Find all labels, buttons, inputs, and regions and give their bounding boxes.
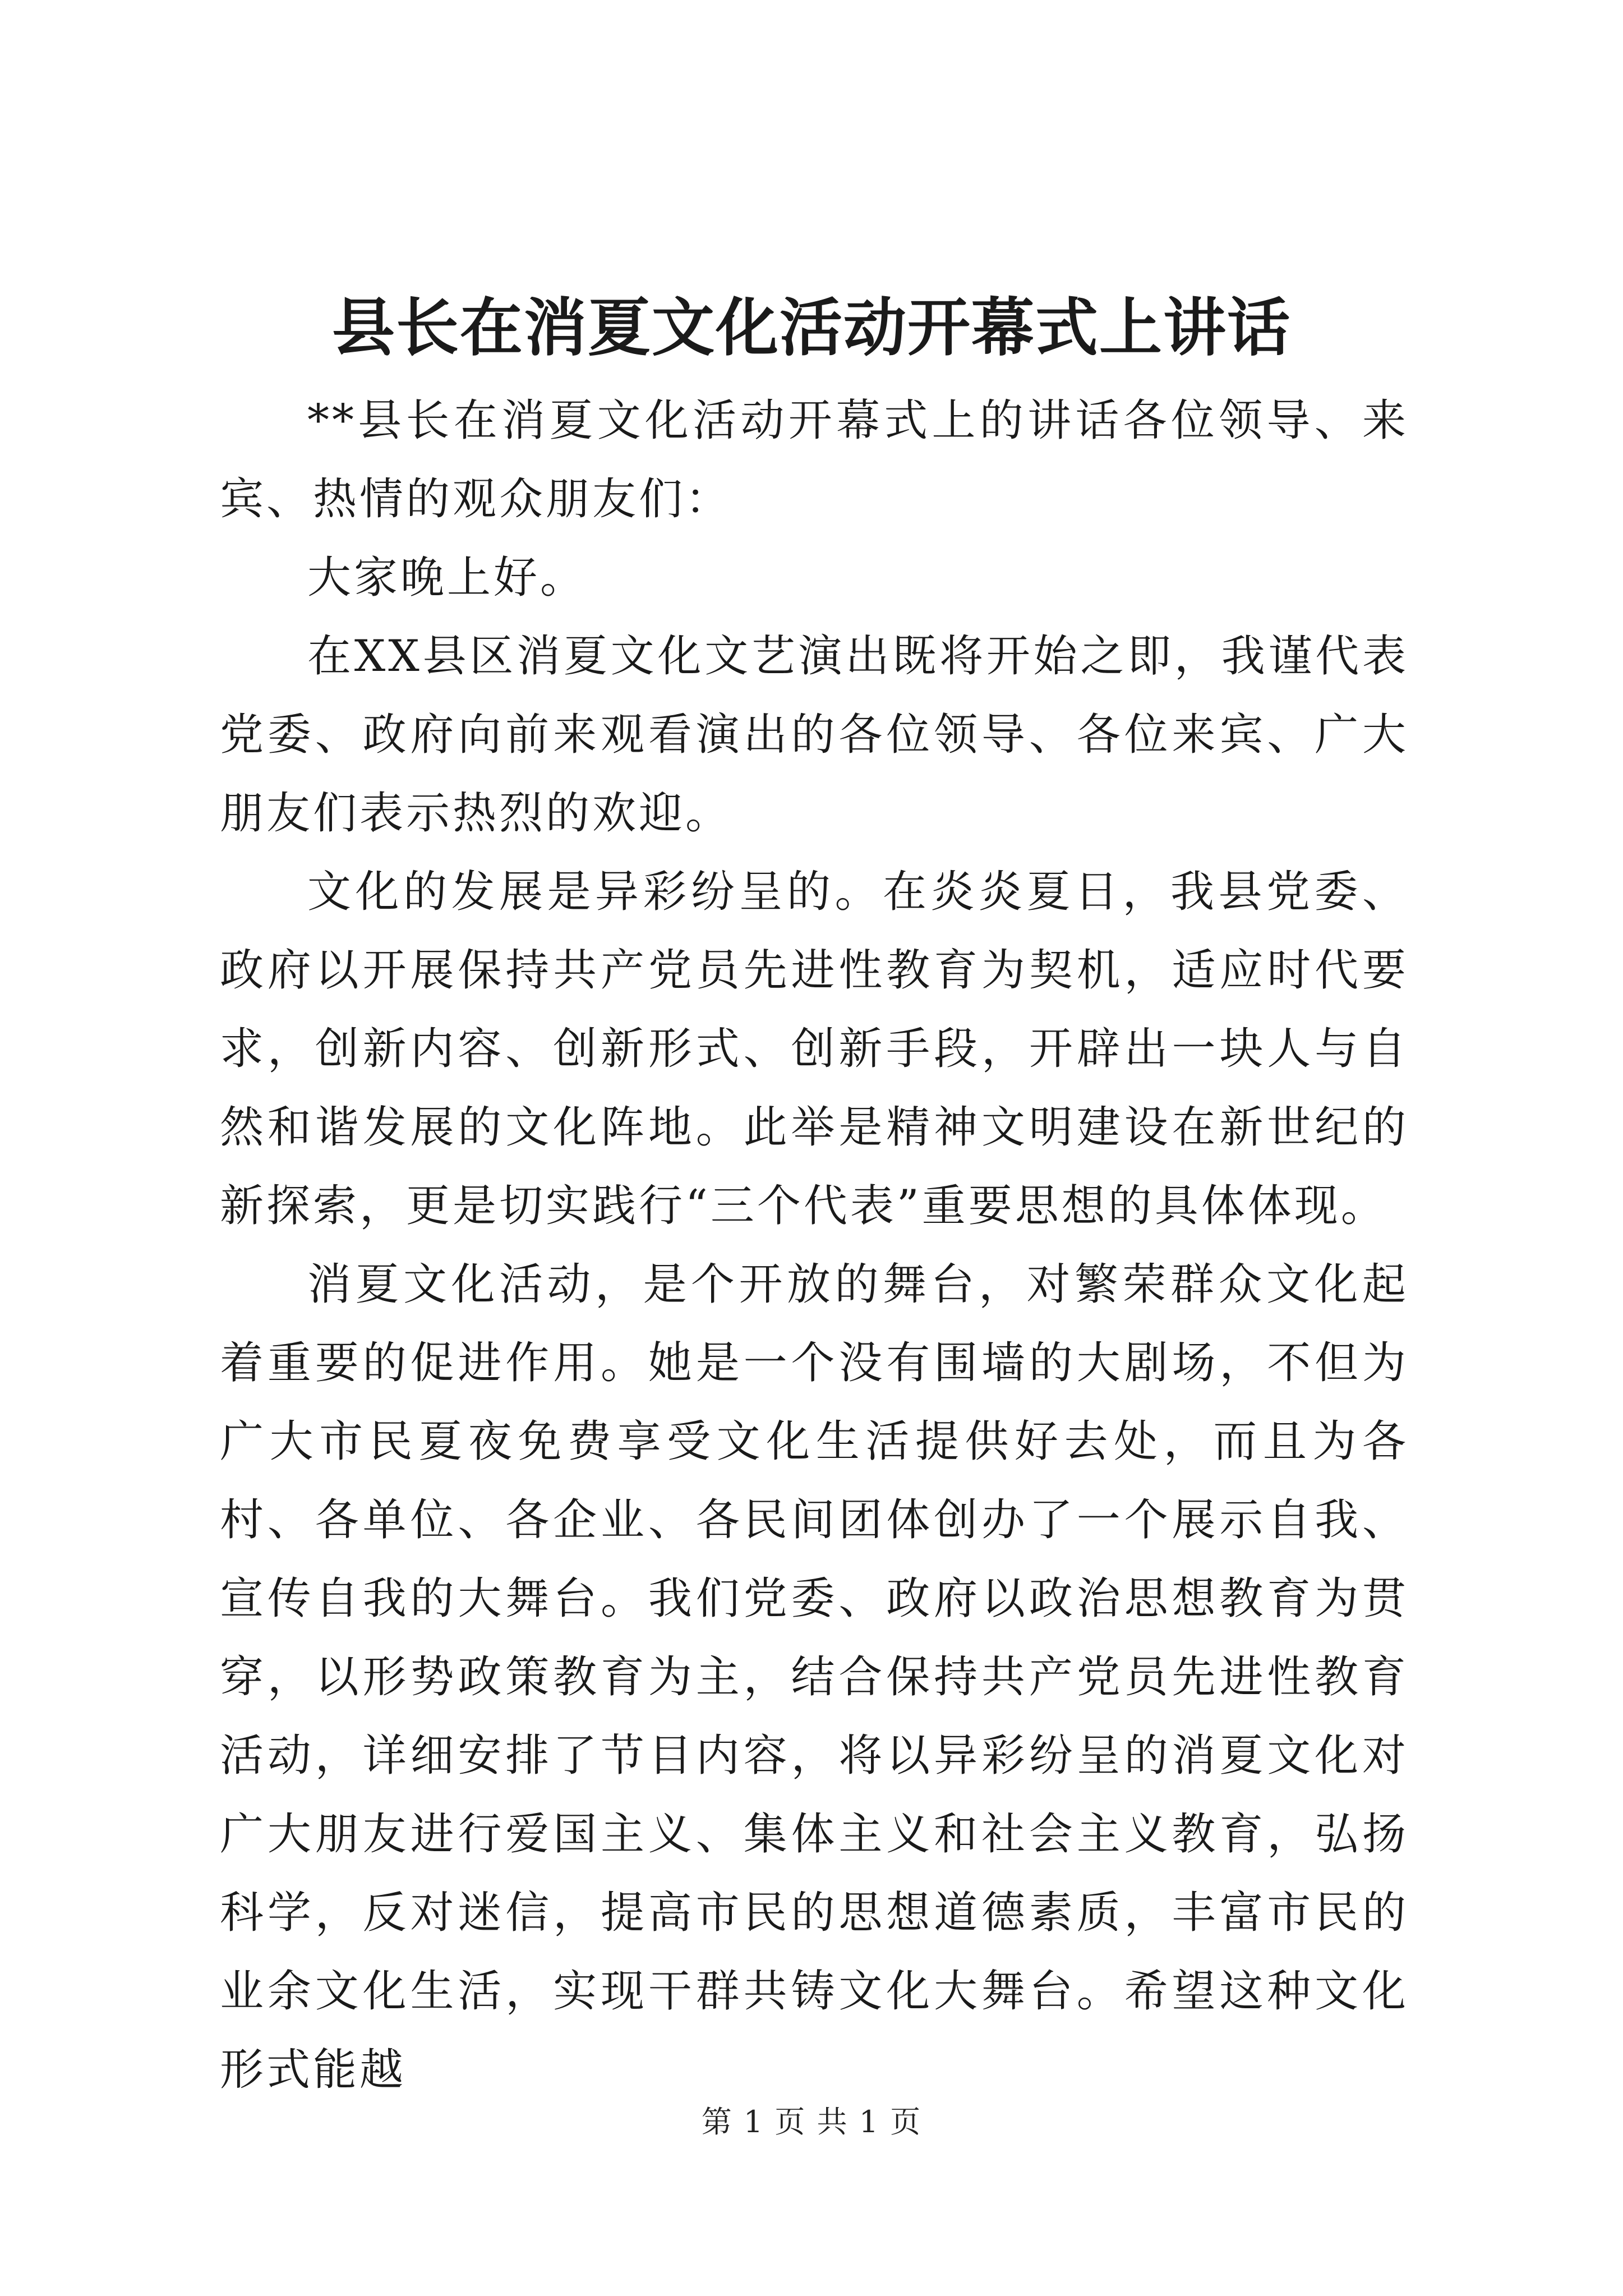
paragraph-greeting: **县长在消夏文化活动开幕式上的讲话各位领导、来宾、热情的观众朋友们： — [220, 395, 1409, 524]
paragraph-culture-development: 文化的发展是异彩纷呈的。在炎炎夏日，我县党委、政府以开展保持共产党员先进性教育为契机，适应时代要求，创新内容、创新形式、创新手段，开辟出一块人与自然和谐发展的文化阵地。此举是精神文明建设在新世纪的新探索，更是切实践行“三个代表”重要思想的具体体现。 — [220, 867, 1409, 1231]
document-title: 县长在消夏文化活动开幕式上讲话 — [332, 291, 1291, 365]
paragraph-welcome: 在XX县区消夏文化文艺演出既将开始之即，我谨代表党委、政府向前来观看演出的各位领导、各位来宾、广大朋友们表示热烈的欢迎。 — [220, 631, 1409, 839]
paragraph-good-evening: 大家晚上好。 — [307, 553, 587, 603]
document-body — [220, 381, 1409, 2109]
paragraph-summer-activity: 消夏文化活动，是个开放的舞台，对繁荣群众文化起着重要的促进作用。她是一个没有围墙的大剧场，不但为广大市民夏夜免费享受文化生活提供好去处，而且为各村、各单位、各企业、各民间团体创办了一个展示自我、宣传自我的大舞台。我们党委、政府以政治思想教育为贯穿，以形势政策教育为主，结合保持共产党员先进性教育活动，详细安排了节目内容，将以异彩纷呈的消夏文化对广大朋友进行爱国主义、集体主义和社会主义教育，弘扬科学，反对迷信，提高市民的思想道德素质，丰富市民的业余文化生活，实现干群共铸文化大舞台。希望这种文化形式能越 — [220, 1259, 1409, 2095]
page-number-footer: 第 1 页 共 1 页 — [701, 2104, 922, 2139]
